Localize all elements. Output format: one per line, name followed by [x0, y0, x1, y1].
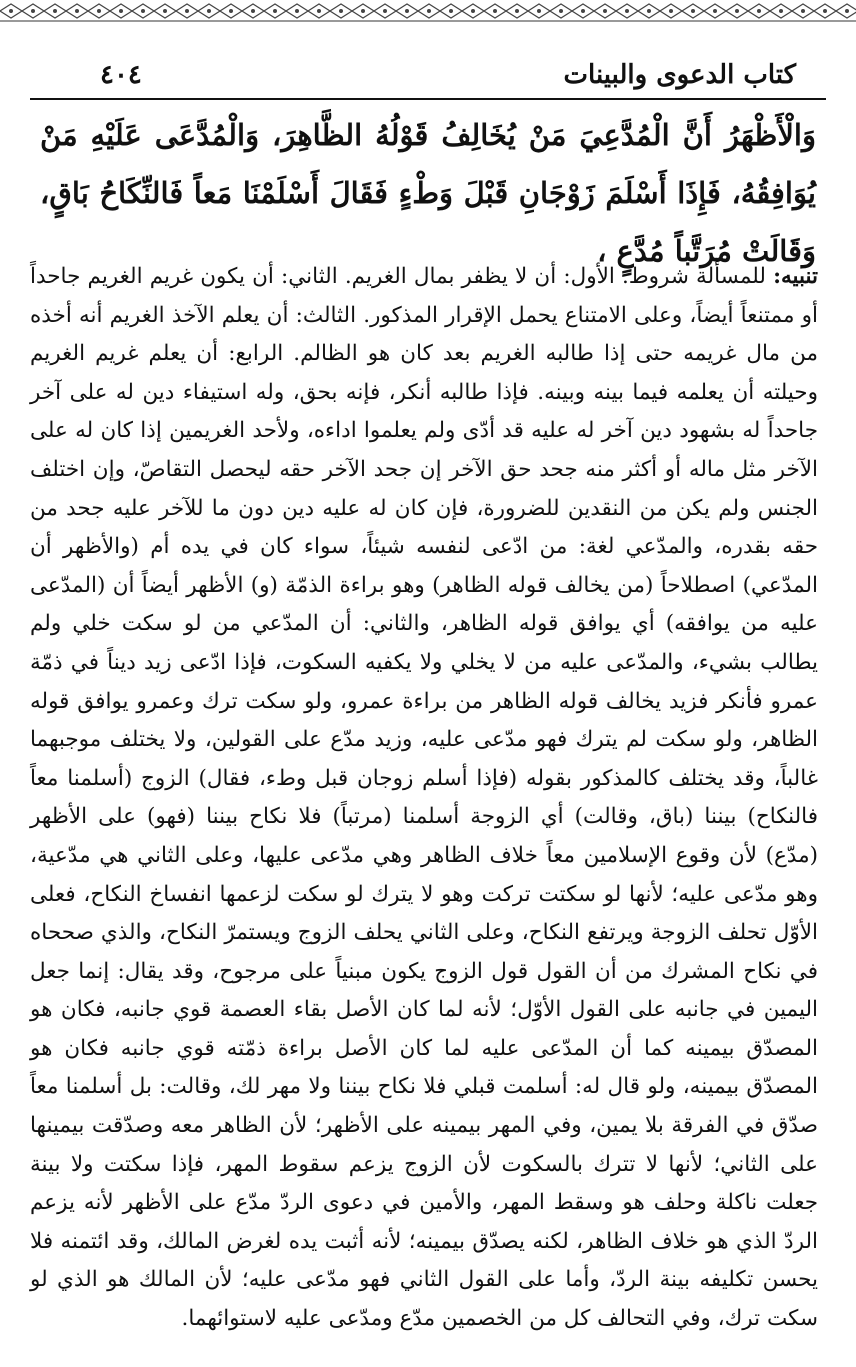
commentary-text [30, 258, 818, 1339]
page-number: ٤٠٤ [100, 60, 142, 90]
ornament-pattern [0, 0, 856, 22]
page-header [30, 58, 826, 100]
commentary-lead: تنبيه: [773, 264, 818, 289]
book-title: كتاب الدعوى والبينات [563, 60, 796, 90]
decorative-border [0, 0, 856, 22]
commentary-body: للمسألة شروط. الأول: أن لا يظفر بمال الغريم. الثاني: أن يكون غريم الغريم جاحداً أو ممتنعاً أيضاً، وعلى الامتناع يحمل الإقرار المذكور. الثالث: أن يعلم الآخذ الغريم أنه أخذه من مال غريمه حتى إذا طالبه الغريم بعد كان هو الظالم. الرابع: أن يعلم غريم الغريم وحيلته أن يعلمه فيما بينه وبينه. فإذا طالبه أنكر، فإنه بحق، وله استيفاء دين له على آخر جاحداً له بشهود دين آخر له عليه قد أدّى ولم يعلموا اداءه، ولأحد الغريمين إذا كان له على الآخر مثل ماله أو أكثر منه جحد حق الآخر إن جحد الآخر حقه ليحصل التقاصّ، وإن اختلف الجنس ولم يكن من النقدين للضرورة، فإن كان له عليه دين دون ما للآخر عليه جحد من حقه بقدره، والمدّعي لغة: من ادّعى لنفسه شيئاً، سواء كان في يده أم (والأظهر أن المدّعي) اصطلاحاً (من يخالف قوله الظاهر) وهو براءة الذمّة (و) الأظهر أيضاً أن (المدّعى عليه من يوافقه) أي يوافق قوله الظاهر، والثاني: أن المدّعي من لو سكت خلي ولم يطالب بشيء، والمدّعى عليه من لا يخلي ولا يكفيه السكوت، فإذا ادّعى زيد ديناً في ذمّة عمرو فأنكر فزيد يخالف قوله الظاهر من براءة عمرو، ولو سكت ترك وعمرو يوافق قوله الظاهر، ولو سكت لم يترك فهو مدّعى عليه، وزيد مدّع على القولين، ولا يختلف موجبهما غالباً، وقد يختلف كالمذكور بقوله (فإذا أسلم زوجان قبل وطء، فقال) الزوج (أسلمنا معاً فالنكاح) بيننا (باق، وقالت) أي الزوجة أسلمنا (مرتباً) فلا نكاح بيننا (فهو) على الأظهر (مدّع) لأن وقوع الإسلامين معاً خلاف الظاهر وهي مدّعى عليها، وعلى الثاني هي مدّعية، وهو مدّعى عليه؛ لأنها لو سكتت تركت وهو لا يترك لو سكت لزعمها انفساخ النكاح، فعلى الأوّل تحلف الزوجة ويرتفع النكاح، وعلى الثاني يحلف الزوج ويستمرّ النكاح، والذي صححاه في نكاح المشرك من أن القول قول الزوج يكون مبنياً على مرجوح، وقد يقال: إنما جعل اليمين في جانبه على القول الأوّل؛ لأنه لما كان الأصل بقاء العصمة قوي جانبه، فكان هو المصدّق بيمينه كما أن المدّعى عليه لما كان الأصل براءة ذمّته قوي جانبه فكان هو المصدّق بيمينه، ولو قال له: أسلمت قبلي فلا نكاح بيننا ولا مهر لك، وقالت: بل أسلمنا معاً صدّق في الفرقة بلا يمين، وفي المهر بيمينه على الأظهر؛ لأن الظاهر معه وصدّقت بيمينها على الثاني؛ لأنها لا تترك بالسكوت لأن الزوج يزعم سقوط المهر، فإذا سكتت ولا بينة جعلت ناكلة وحلف هو وسقط المهر، والأمين في دعوى الردّ مدّع على الأظهر لأنه يزعم الردّ الذي هو خلاف الظاهر، لكنه يصدّق بيمينه؛ لأنه أثبت يده لغرض المالك، وقد ائتمنه فلا يحسن تكليفه بينة الردّ، وأما على القول الثاني فهو مدّعى عليه؛ لأن المالك هو الذي لو سكت ترك، وفي التحالف كل من الخصمين مدّع ومدّعى عليه لاستوائهما. [30, 264, 818, 1332]
matn-verse: وَالْأَظْهَرُ أَنَّ الْمُدَّعِيَ مَنْ يُخَالِفُ قَوْلُهُ الظَّاهِرَ، وَالْمُدَّعَى عَلَيْهِ مَنْ يُوَافِقُهُ، فَإِذَا أَسْلَمَ زَوْجَانِ قَبْلَ وَطْءٍ فَقَالَ أَسْلَمْنَا مَعاً فَالنِّكَاحُ بَاقٍ، وَقَالَتْ مُرَتَّباً مُدَّعٍ ، [40, 118, 816, 268]
